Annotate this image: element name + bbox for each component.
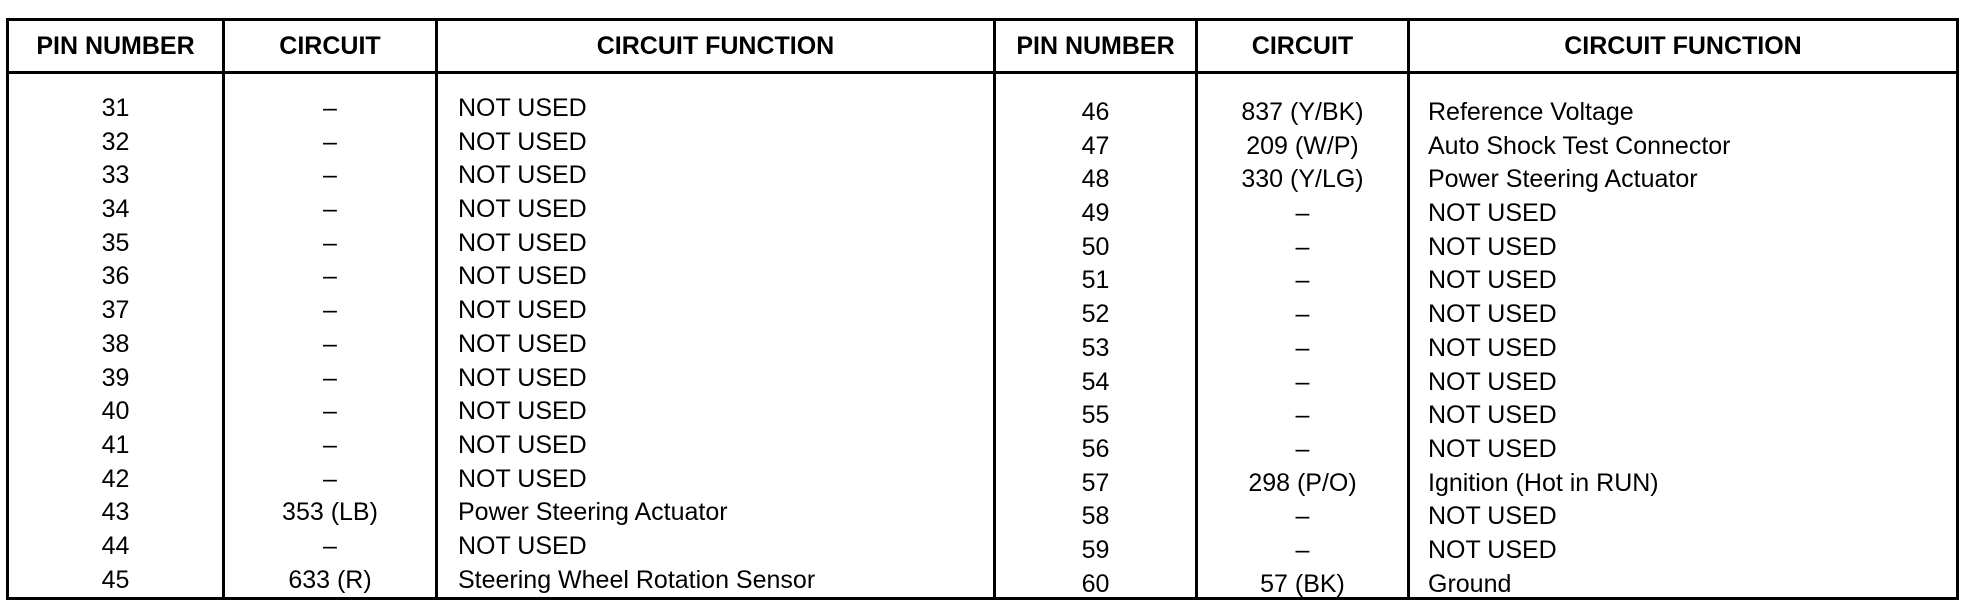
right-function-cell: Ground bbox=[1428, 569, 1512, 598]
right-function-cell: NOT USED bbox=[1428, 434, 1557, 463]
left-circuit-cell: – bbox=[323, 161, 337, 190]
right-function-cell: NOT USED bbox=[1428, 232, 1557, 261]
header-pin-number-left: PIN NUMBER bbox=[8, 20, 224, 73]
left-function-cell: NOT USED bbox=[458, 228, 587, 257]
right-pin-cell: 60 bbox=[1081, 569, 1110, 598]
right-function-cell: Auto Shock Test Connector bbox=[1428, 131, 1731, 160]
right-function-cell: Ignition (Hot in RUN) bbox=[1428, 468, 1659, 497]
pin-column-right bbox=[995, 73, 1197, 599]
right-function-cell: Power Steering Actuator bbox=[1428, 165, 1698, 194]
right-circuit-cell: – bbox=[1295, 502, 1310, 531]
header-circuit-function-left: CIRCUIT FUNCTION bbox=[437, 20, 995, 73]
left-circuit-cell: – bbox=[323, 195, 337, 224]
left-function-cell: NOT USED bbox=[458, 363, 587, 392]
right-function-cell: NOT USED bbox=[1428, 266, 1557, 295]
right-circuit-cell: 209 (W/P) bbox=[1246, 131, 1359, 160]
right-pin-cell: 46 bbox=[1081, 98, 1110, 126]
left-pin-cell: 35 bbox=[101, 228, 130, 257]
pin-column-left bbox=[8, 73, 224, 599]
right-circuit-cell: 57 (BK) bbox=[1260, 569, 1345, 598]
left-pin-cell: 34 bbox=[101, 195, 130, 224]
circuit-column-right bbox=[1197, 73, 1409, 599]
right-pin-cell: 48 bbox=[1081, 165, 1110, 194]
left-pin-cell: 39 bbox=[101, 363, 130, 392]
right-function-cell: NOT USED bbox=[1428, 502, 1557, 531]
left-function-cell: NOT USED bbox=[458, 397, 587, 426]
left-circuit-cell: – bbox=[323, 296, 337, 325]
function-column-right bbox=[1409, 73, 1958, 599]
left-function-cell: NOT USED bbox=[458, 296, 587, 325]
circuit-column-left bbox=[224, 73, 437, 599]
right-circuit-cell: – bbox=[1295, 232, 1310, 261]
right-function-cell: Reference Voltage bbox=[1428, 98, 1634, 126]
header-circuit-function-right: CIRCUIT FUNCTION bbox=[1409, 20, 1958, 73]
left-pin-cell: 37 bbox=[101, 296, 130, 325]
right-circuit-cell: – bbox=[1295, 199, 1310, 228]
left-pin-cell: 31 bbox=[101, 94, 130, 122]
right-circuit-cell: – bbox=[1295, 367, 1310, 396]
header-row bbox=[8, 20, 1958, 73]
left-function-cell: Steering Wheel Rotation Sensor bbox=[458, 565, 816, 594]
left-function-cell: NOT USED bbox=[458, 531, 587, 560]
right-circuit-cell: – bbox=[1295, 333, 1310, 362]
left-circuit-cell: – bbox=[323, 363, 337, 392]
left-pin-cell: 38 bbox=[101, 329, 130, 358]
header-circuit-right: CIRCUIT bbox=[1197, 20, 1409, 73]
right-circuit-cell: – bbox=[1295, 401, 1310, 430]
left-pin-cell: 44 bbox=[101, 531, 130, 560]
right-function-cell: NOT USED bbox=[1428, 333, 1557, 362]
left-circuit-cell: – bbox=[323, 397, 337, 426]
left-function-cell: Power Steering Actuator bbox=[458, 498, 728, 527]
right-circuit-cell: – bbox=[1295, 535, 1310, 564]
left-pin-cell: 42 bbox=[101, 464, 130, 493]
left-circuit-cell: – bbox=[323, 228, 337, 257]
left-function-cell: NOT USED bbox=[458, 161, 587, 190]
left-function-cell: NOT USED bbox=[458, 127, 587, 156]
right-pin-cell: 59 bbox=[1081, 535, 1110, 564]
right-pin-cell: 51 bbox=[1081, 266, 1110, 295]
left-function-cell: NOT USED bbox=[458, 430, 587, 459]
right-circuit-cell: – bbox=[1295, 434, 1310, 463]
left-function-cell: NOT USED bbox=[458, 195, 587, 224]
left-circuit-cell: – bbox=[323, 430, 337, 459]
left-pin-cell: 32 bbox=[101, 127, 130, 156]
left-circuit-cell: – bbox=[323, 262, 337, 291]
right-pin-cell: 57 bbox=[1081, 468, 1110, 497]
right-circuit-cell: 330 (Y/LG) bbox=[1241, 165, 1364, 194]
right-pin-cell: 53 bbox=[1081, 333, 1110, 362]
right-pin-cell: 49 bbox=[1081, 199, 1110, 228]
left-circuit-cell: 353 (LB) bbox=[282, 498, 378, 527]
header-pin-number-right: PIN NUMBER bbox=[995, 20, 1197, 73]
left-function-cell: NOT USED bbox=[458, 464, 587, 493]
left-circuit-cell: – bbox=[323, 94, 337, 122]
left-pin-cell: 41 bbox=[101, 430, 130, 459]
right-function-cell: NOT USED bbox=[1428, 367, 1557, 396]
left-circuit-cell: – bbox=[323, 127, 337, 156]
right-pin-cell: 55 bbox=[1081, 401, 1110, 430]
right-function-cell: NOT USED bbox=[1428, 401, 1557, 430]
right-circuit-cell: 298 (P/O) bbox=[1248, 468, 1357, 497]
right-circuit-cell: 837 (Y/BK) bbox=[1241, 98, 1364, 126]
left-pin-cell: 43 bbox=[101, 498, 130, 527]
right-pin-cell: 47 bbox=[1081, 131, 1110, 160]
left-circuit-cell: – bbox=[323, 329, 337, 358]
function-column-left bbox=[437, 73, 995, 599]
right-pin-cell: 54 bbox=[1081, 367, 1110, 396]
left-function-cell: NOT USED bbox=[458, 262, 587, 291]
pin-table bbox=[6, 18, 1959, 600]
body-row bbox=[8, 73, 1958, 599]
header-circuit-left: CIRCUIT bbox=[224, 20, 437, 73]
right-circuit-cell: – bbox=[1295, 266, 1310, 295]
left-circuit-cell: – bbox=[323, 531, 337, 560]
right-pin-cell: 50 bbox=[1081, 232, 1110, 261]
right-pin-cell: 56 bbox=[1081, 434, 1110, 463]
left-circuit-cell: – bbox=[323, 464, 337, 493]
right-function-cell: NOT USED bbox=[1428, 300, 1557, 329]
right-function-cell: NOT USED bbox=[1428, 535, 1557, 564]
left-circuit-cell: 633 (R) bbox=[288, 565, 372, 594]
left-pin-cell: 33 bbox=[101, 161, 130, 190]
left-pin-cell: 40 bbox=[101, 397, 130, 426]
left-pin-cell: 45 bbox=[101, 565, 130, 594]
left-function-cell: NOT USED bbox=[458, 329, 587, 358]
right-pin-cell: 52 bbox=[1081, 300, 1110, 329]
right-circuit-cell: – bbox=[1295, 300, 1310, 329]
left-function-cell: NOT USED bbox=[458, 94, 587, 122]
right-function-cell: NOT USED bbox=[1428, 199, 1557, 228]
left-pin-cell: 36 bbox=[101, 262, 130, 291]
right-pin-cell: 58 bbox=[1081, 502, 1110, 531]
